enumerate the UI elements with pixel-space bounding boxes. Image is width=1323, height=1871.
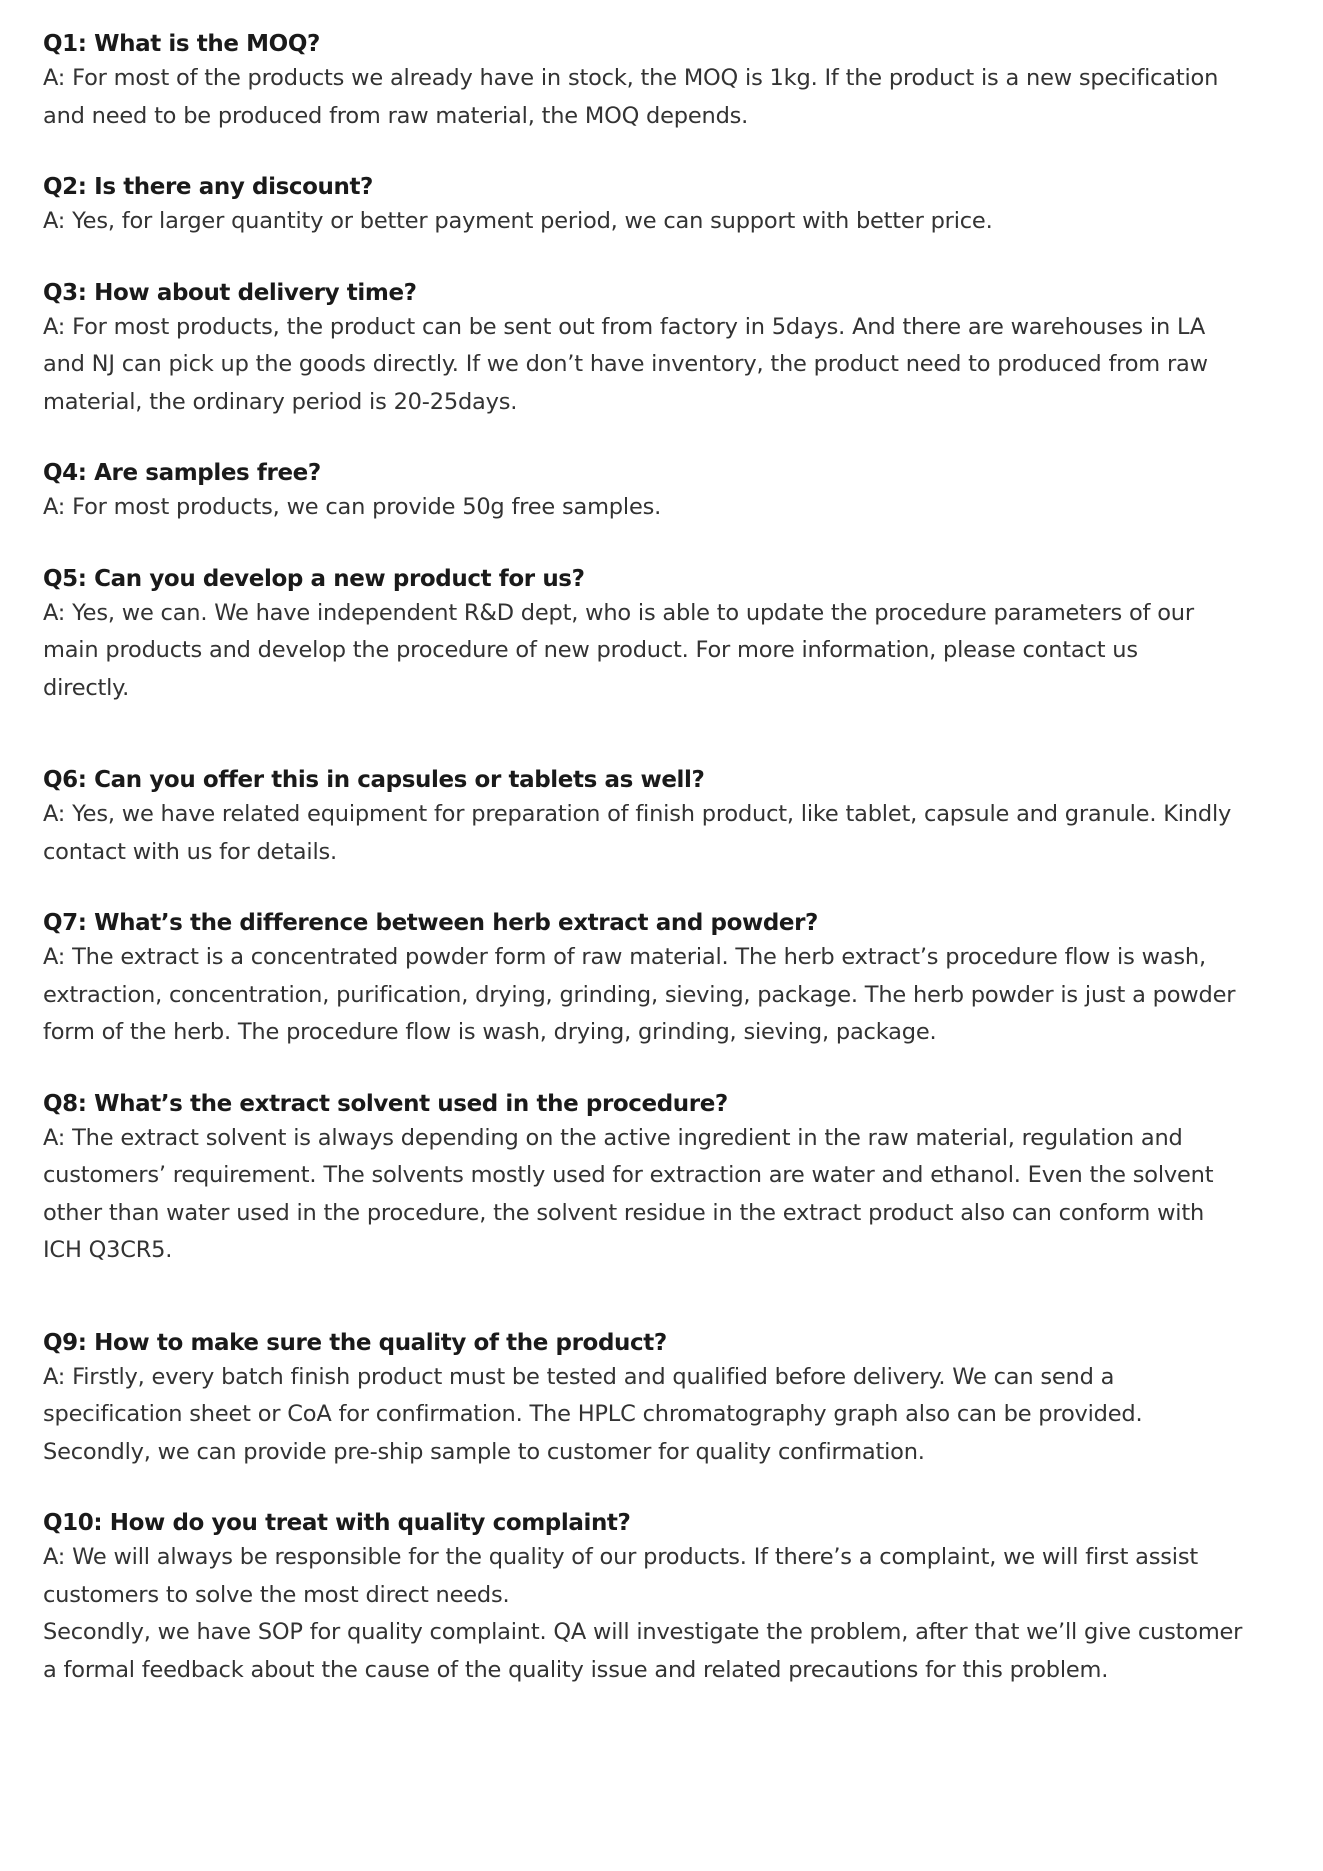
faq-answer — [43, 939, 1293, 1052]
faq-answer-line: Secondly, we have SOP for quality complaint. QA will investigate the problem, after that we’ll give customer — [43, 1619, 1243, 1645]
faq-answer-line: a formal feedback about the cause of the quality issue and related precautions for this problem. — [43, 1656, 1109, 1683]
faq-question: Q8: What’s the extract solvent used in the procedure? — [43, 1090, 728, 1117]
faq-item-q2 — [43, 171, 1293, 241]
faq-answer — [43, 1120, 1293, 1270]
faq-answer-line: main products and develop the procedure of new product. For more information, please contact us — [43, 637, 1138, 663]
faq-answer-line: specification sheet or CoA for confirmation. The HPLC chromatography graph also can be provided. — [43, 1401, 1143, 1427]
faq-answer-line: A: Yes, we have related equipment for preparation of finish product, like tablet, capsule and granule. Kindly — [43, 801, 1232, 827]
faq-question: Q2: Is there any discount? — [43, 174, 373, 200]
faq-question: Q9: How to make sure the quality of the product? — [43, 1329, 667, 1356]
faq-answer — [43, 309, 1293, 422]
faq-question: Q3: How about delivery time? — [43, 279, 417, 306]
faq-answer-line: A: For most of the products we already have in stock, the MOQ is 1kg. If the product is a new specification — [43, 65, 1219, 91]
faq-question: Q7: What’s the difference between herb extract and powder? — [43, 910, 818, 936]
faq-question: Q5: Can you develop a new product for us? — [43, 565, 585, 592]
faq-answer-line: A: Firstly, every batch finish product must be tested and qualified before delivery. We can send a — [43, 1363, 1115, 1390]
faq-item-q9 — [43, 1327, 1293, 1472]
faq-answer — [43, 796, 1293, 871]
faq-item-q5 — [43, 563, 1293, 708]
faq-answer-line: A: For most products, we can provide 50g free samples. — [43, 494, 662, 520]
faq-answer-line: and NJ can pick up the goods directly. If we don’t have inventory, the product need to produced from raw — [43, 351, 1208, 377]
faq-question: Q10: How do you treat with quality complaint? — [43, 1510, 631, 1536]
faq-answer-line: material, the ordinary period is 20-25days. — [43, 388, 518, 415]
faq-answer — [43, 595, 1293, 708]
faq-answer-line: contact with us for details. — [43, 838, 337, 865]
faq-answer — [43, 60, 1293, 135]
faq-question: Q4: Are samples free? — [43, 460, 321, 486]
faq-answer — [43, 203, 1293, 241]
faq-item-q4 — [43, 457, 1293, 527]
faq-answer-line: Secondly, we can provide pre-ship sample to customer for quality confirmation. — [43, 1438, 925, 1465]
faq-answer-line: A: Yes, for larger quantity or better payment period, we can support with better price. — [43, 208, 993, 234]
faq-answer-line: ICH Q3CR5. — [43, 1237, 173, 1263]
faq-answer-line: customers to solve the most direct needs. — [43, 1581, 510, 1608]
faq-answer — [43, 1359, 1293, 1472]
faq-answer-line: A: The extract is a concentrated powder form of raw material. The herb extract’s procedure flow is wash, — [43, 944, 1206, 970]
faq-answer-line: A: We will always be responsible for the quality of our products. If there’s a complaint, we will first assist — [43, 1544, 1198, 1570]
faq-item-q7 — [43, 907, 1293, 1052]
faq-question: Q6: Can you offer this in capsules or tablets as well? — [43, 767, 705, 793]
faq-answer-line: customers’ requirement. The solvents mostly used for extraction are water and ethanol. Even the solvent — [43, 1162, 1214, 1188]
faq-answer-line: other than water used in the procedure, the solvent residue in the extract product also can conform with — [43, 1199, 1205, 1226]
faq-answer-line: A: Yes, we can. We have independent R&D dept, who is able to update the procedure parameters of our — [43, 599, 1194, 626]
faq-item-q6 — [43, 764, 1293, 871]
faq-answer — [43, 1539, 1293, 1689]
faq-item-q1 — [43, 28, 1293, 135]
faq-item-q10 — [43, 1507, 1293, 1689]
faq-answer-line: A: For most products, the product can be sent out from factory in 5days. And there are warehouses in LA — [43, 313, 1206, 340]
faq-answer-line: and need to be produced from raw material, the MOQ depends. — [43, 102, 749, 129]
faq-item-q3 — [43, 277, 1293, 422]
faq-question: Q1: What is the MOQ? — [43, 31, 320, 57]
faq-answer-line: A: The extract solvent is always depending on the active ingredient in the raw material, regulation and — [43, 1124, 1183, 1151]
faq-answer-line: form of the herb. The procedure flow is wash, drying, grinding, sieving, package. — [43, 1019, 937, 1045]
faq-answer-line: directly. — [43, 674, 130, 701]
faq-answer — [43, 489, 1293, 527]
faq-item-q8 — [43, 1088, 1293, 1270]
faq-list — [43, 28, 1293, 1689]
faq-answer-line: extraction, concentration, purification, drying, grinding, sieving, package. The herb powder is just a powder — [43, 981, 1236, 1008]
